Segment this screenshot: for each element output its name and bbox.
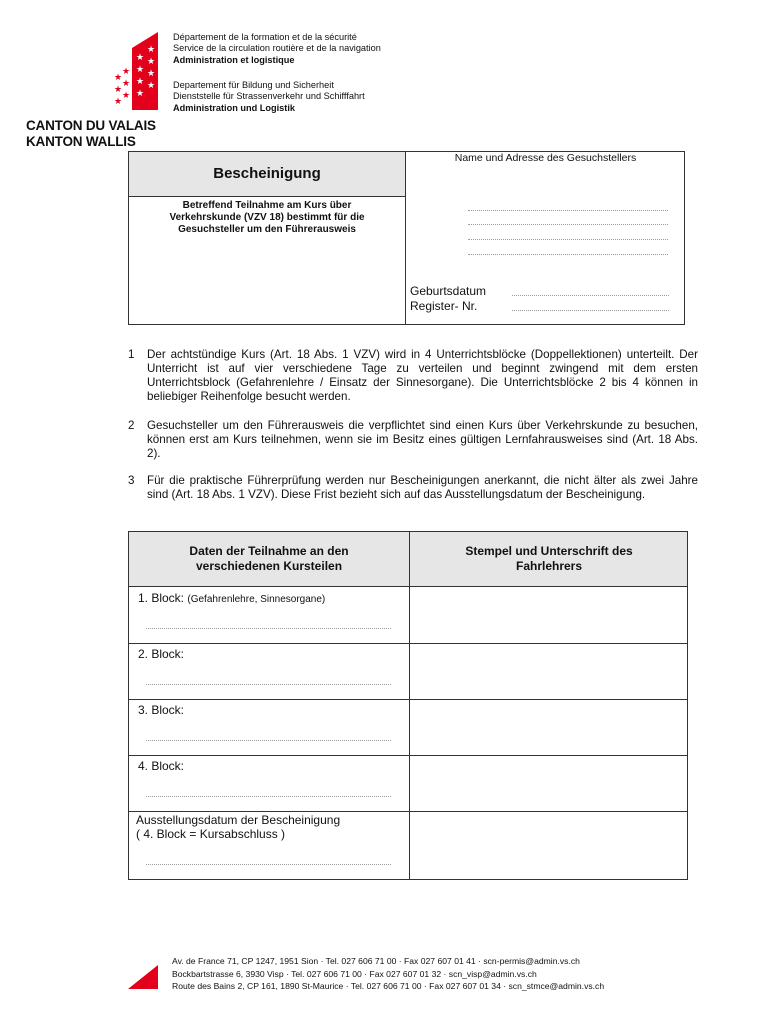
address-line-4[interactable] bbox=[468, 254, 668, 255]
paragraph-text: Für die praktische Führerprüfung werden nur Bescheinigungen anerkannt, die nicht älter als zwei Jahre sind (Art. 18 Abs. 1 VZV). Diese Frist bezieht sich auf das Ausstellungsdatum der Bescheinigung. bbox=[147, 474, 698, 501]
issue-date-label: Ausstellungsdatum der Bescheinigung bbox=[136, 813, 341, 827]
register-label: Register- Nr. bbox=[410, 299, 478, 313]
birthdate-field[interactable] bbox=[512, 295, 669, 296]
svg-text:★: ★ bbox=[114, 97, 123, 107]
column-header-dates-text: Daten der Teilnahme an den verschiedenen Kursteilen bbox=[189, 544, 349, 573]
paragraph-number: 2 bbox=[128, 419, 135, 432]
footer-address-sion: Av. de France 71, CP 1247, 1951 Sion · Tel. 027 606 71 00 · Fax 027 607 01 41 · scn-permis@admin.vs.ch bbox=[172, 956, 580, 966]
issue-date-field[interactable] bbox=[146, 864, 391, 865]
column-header-stamp-text: Stempel und Unterschrift des Fahrlehrers bbox=[465, 544, 633, 573]
canton-name bbox=[26, 118, 156, 150]
form-subtitle bbox=[129, 197, 406, 324]
block-label: 2. Block: bbox=[138, 647, 185, 661]
paragraph-text: Der achtstündige Kurs (Art. 18 Abs. 1 VZV) wird in 4 Unterrichtsblöcke (Doppellektionen) unterteilt. Der Unterricht ist auf vier verschiedene Tage zu verteilen und beginnt zwingend mit dem ersten Unterrichtsblock (Gefahrenlehre / Einsatz der Sinnesorgane). Die Unterrichtsblöcke 2 bis 4 können in beliebiger Reihenfolge besucht werden. bbox=[147, 348, 698, 403]
department-de bbox=[173, 80, 365, 114]
dept-fr-line-3: Administration et logistique bbox=[173, 54, 295, 65]
svg-text:★: ★ bbox=[136, 89, 145, 99]
canton-name-fr: CANTON DU VALAIS bbox=[26, 118, 156, 133]
paragraph-3 bbox=[128, 474, 698, 502]
table-row-block-3 bbox=[138, 703, 184, 717]
table-row-block-1 bbox=[138, 591, 325, 605]
svg-text:★: ★ bbox=[136, 65, 145, 75]
table-row-block-2 bbox=[138, 647, 184, 661]
svg-text:★: ★ bbox=[122, 79, 131, 89]
block-2-stamp-cell[interactable] bbox=[410, 644, 687, 699]
block-label: 3. Block: bbox=[138, 703, 185, 717]
svg-text:★: ★ bbox=[114, 85, 123, 95]
svg-text:★: ★ bbox=[147, 69, 156, 79]
canton-name-de: KANTON WALLIS bbox=[26, 134, 136, 149]
department-fr bbox=[173, 32, 381, 66]
paragraph-text: Gesuchsteller um den Führerausweis die verpflichtet sind einen Kurs über Verkehrskunde zu besuchen, können erst am Kurs teilnehmen, wenn sie im Besitz eines gültigen Lernfahrausweises sind (Art. 18 Abs. 2). bbox=[147, 419, 698, 460]
svg-text:★: ★ bbox=[122, 91, 131, 101]
address-line-1[interactable] bbox=[468, 210, 668, 211]
block-label: 4. Block: bbox=[138, 759, 185, 773]
svg-text:★: ★ bbox=[136, 53, 145, 63]
dept-de-line-3: Administration und Logistik bbox=[173, 102, 295, 113]
block-4-stamp-cell[interactable] bbox=[410, 756, 687, 811]
dept-de-line-1: Departement für Bildung und Sicherheit bbox=[173, 80, 334, 90]
register-field[interactable] bbox=[512, 310, 669, 311]
block-1-date-field[interactable] bbox=[146, 628, 391, 629]
table-row-block-4 bbox=[138, 759, 184, 773]
block-4-date-field[interactable] bbox=[146, 796, 391, 797]
canton-valais-logo bbox=[110, 30, 162, 110]
dept-fr-line-1: Département de la formation et de la sécurité bbox=[173, 32, 357, 42]
issue-stamp-cell[interactable] bbox=[410, 812, 687, 879]
svg-text:★: ★ bbox=[122, 67, 131, 77]
birthdate-label: Geburtsdatum bbox=[410, 284, 487, 298]
block-note: (Gefahrenlehre, Sinnesorgane) bbox=[187, 594, 326, 605]
address-line-2[interactable] bbox=[468, 224, 668, 225]
svg-text:★: ★ bbox=[114, 73, 123, 83]
address-line-3[interactable] bbox=[468, 239, 668, 240]
paragraph-number: 1 bbox=[128, 348, 135, 361]
block-2-date-field[interactable] bbox=[146, 684, 391, 685]
block-3-date-field[interactable] bbox=[146, 740, 391, 741]
form-title: Bescheinigung bbox=[129, 152, 406, 197]
table-row-issue-date bbox=[136, 813, 340, 841]
svg-text:★: ★ bbox=[147, 45, 156, 55]
paragraph-number: 3 bbox=[128, 474, 135, 487]
dept-fr-line-2: Service de la circulation routière et de la navigation bbox=[173, 43, 381, 54]
paragraph-2 bbox=[128, 419, 698, 461]
paragraph-1 bbox=[128, 348, 698, 404]
footer-address-visp: Bockbartstrasse 6, 3930 Visp · Tel. 027 606 71 00 · Fax 027 607 01 32 · scn_visp@admin.vs.ch bbox=[172, 968, 537, 979]
block-1-stamp-cell[interactable] bbox=[410, 588, 687, 643]
dept-de-line-2: Dienststelle für Strassenverkehr und Schifffahrt bbox=[173, 91, 365, 102]
footer-address-stmaurice: Route des Bains 2, CP 161, 1890 St-Maurice · Tel. 027 606 71 00 · Fax 027 607 01 34 · scn_stmce@admin.vs.ch bbox=[172, 981, 605, 991]
column-header-stamp bbox=[409, 544, 689, 574]
svg-text:★: ★ bbox=[147, 57, 156, 67]
footer-addresses bbox=[172, 955, 604, 993]
applicant-name-label: Name und Adresse des Gesuchstellers bbox=[454, 152, 637, 164]
footer-corner-mark bbox=[128, 965, 158, 989]
column-header-dates bbox=[129, 544, 409, 574]
svg-text:★: ★ bbox=[136, 77, 145, 87]
svg-text:★: ★ bbox=[147, 81, 156, 91]
block-3-stamp-cell[interactable] bbox=[410, 700, 687, 755]
block-label: 1. Block: bbox=[138, 591, 185, 605]
issue-date-note: ( 4. Block = Kursabschluss ) bbox=[136, 827, 286, 841]
form-subtitle-text: Betreffend Teilnahme am Kurs über Verkehrskunde (VZV 18) bestimmt für die Gesuchsteller um den Führerausweis bbox=[169, 200, 365, 235]
